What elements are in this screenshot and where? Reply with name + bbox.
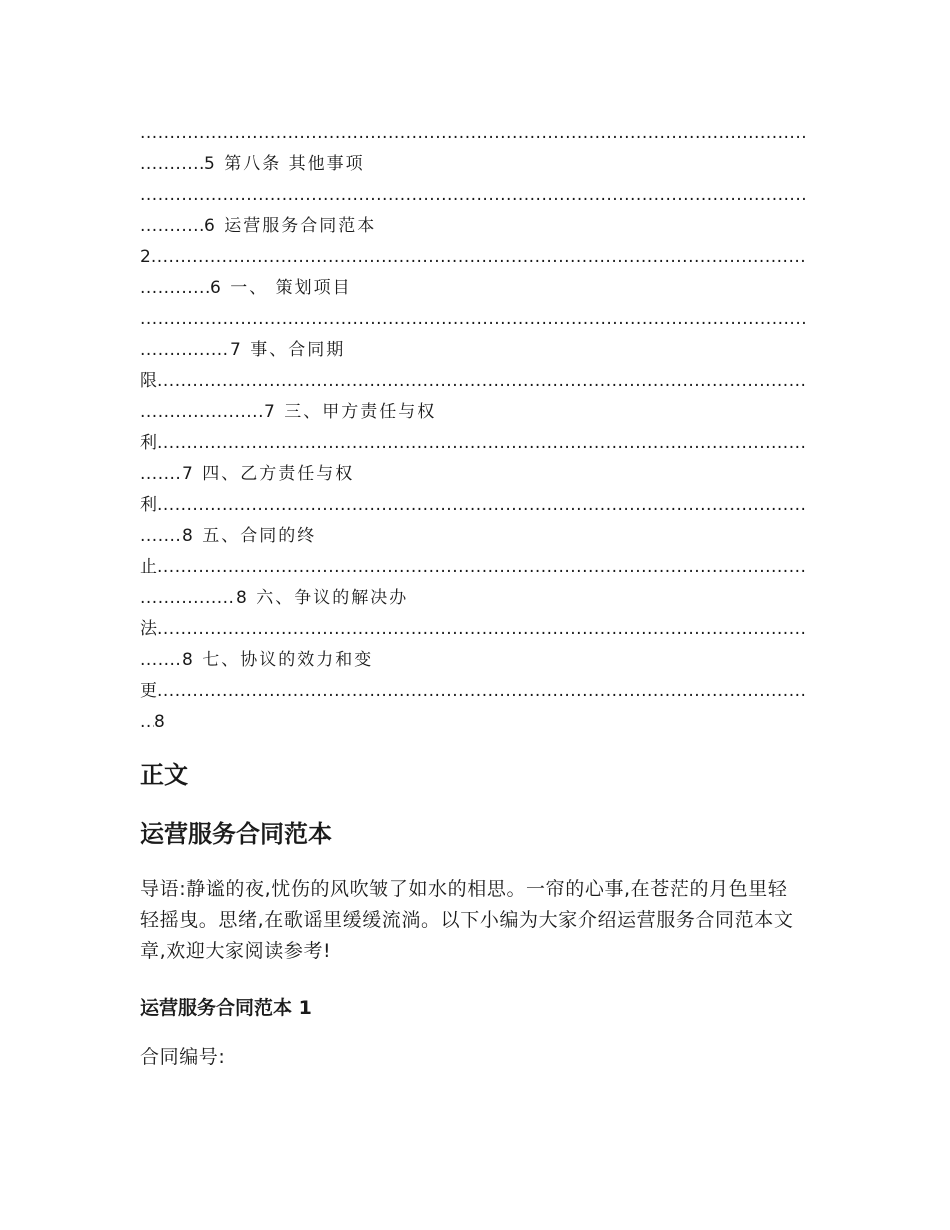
toc-entry-label: 7 三、甲方责任与权 xyxy=(264,402,437,422)
toc-leader-dots xyxy=(151,242,806,273)
toc-entry-label: 8 五、合同的终 xyxy=(182,526,317,546)
toc-leader-dots xyxy=(140,335,230,366)
toc-leader-dots xyxy=(157,490,806,521)
toc-leader-dots xyxy=(140,583,236,614)
toc-line: 更 ..... xyxy=(140,676,806,707)
toc-entry[interactable] xyxy=(140,335,806,366)
toc-leader-dots xyxy=(157,676,806,707)
toc-leader-dots xyxy=(140,180,806,211)
toc-entry[interactable] xyxy=(140,273,806,304)
toc-line: 限 ..... xyxy=(140,366,806,397)
toc-leader-dots xyxy=(157,614,806,645)
toc-entry-label: 7 事、合同期 xyxy=(230,340,346,360)
contract-number-label: 合同编号: xyxy=(140,1046,226,1068)
table-of-contents xyxy=(140,118,806,738)
toc-entry[interactable] xyxy=(140,583,806,614)
toc-entry-label: 6 一、 策划项目 xyxy=(210,278,352,298)
subsection-heading: 运营服务合同范本 1 xyxy=(140,997,312,1019)
intro-paragraph: 导语:静谧的夜,忧伤的风吹皱了如水的相思。一帘的心事,在苍茫的月色里轻轻摇曳。思绪,在歌谣里缓缓流淌。以下小编为大家介绍运营服务合同范本文章,欢迎大家阅读参考! xyxy=(140,878,794,962)
toc-line xyxy=(140,118,806,149)
toc-line xyxy=(140,180,806,211)
toc-line xyxy=(140,304,806,335)
section-heading-main: 正文 xyxy=(140,761,188,789)
toc-leader-dots xyxy=(157,552,806,583)
document-title: 运营服务合同范本 xyxy=(140,820,332,848)
toc-entry[interactable] xyxy=(140,521,806,552)
toc-entry[interactable] xyxy=(140,211,806,242)
toc-leader-dots xyxy=(140,521,182,552)
toc-entry-label: 6 运营服务合同范本 xyxy=(204,216,377,236)
toc-entry-label: 8 七、协议的效力和变 xyxy=(182,650,374,670)
toc-entry-label: 8 xyxy=(154,712,167,732)
toc-line: 止 ..... xyxy=(140,552,806,583)
toc-line: 利 ..... xyxy=(140,490,806,521)
toc-leader-dots xyxy=(140,118,806,149)
toc-leader-dots xyxy=(140,211,204,242)
toc-leader-dots xyxy=(140,645,182,676)
toc-leader-dots xyxy=(140,397,264,428)
toc-entry-label: 8 六、争议的解决办 xyxy=(236,588,409,608)
toc-line: 利 ..... xyxy=(140,428,806,459)
toc-entry[interactable] xyxy=(140,645,806,676)
toc-entry[interactable] xyxy=(140,459,806,490)
toc-leader-dots xyxy=(157,366,806,397)
toc-line: 2 ..... xyxy=(140,242,806,273)
toc-leader-dots xyxy=(140,304,806,335)
toc-leader-dots xyxy=(140,149,204,180)
toc-leader-dots xyxy=(140,707,154,738)
toc-leader-dots xyxy=(157,428,806,459)
toc-line: 法 ..... xyxy=(140,614,806,645)
toc-entry[interactable] xyxy=(140,149,806,180)
toc-entry-label: 5 第八条 其他事项 xyxy=(204,154,365,174)
toc-leader-dots xyxy=(140,273,210,304)
toc-leader-dots xyxy=(140,459,182,490)
toc-entry[interactable] xyxy=(140,707,806,738)
toc-entry[interactable] xyxy=(140,397,806,428)
toc-entry-label: 7 四、乙方责任与权 xyxy=(182,464,355,484)
